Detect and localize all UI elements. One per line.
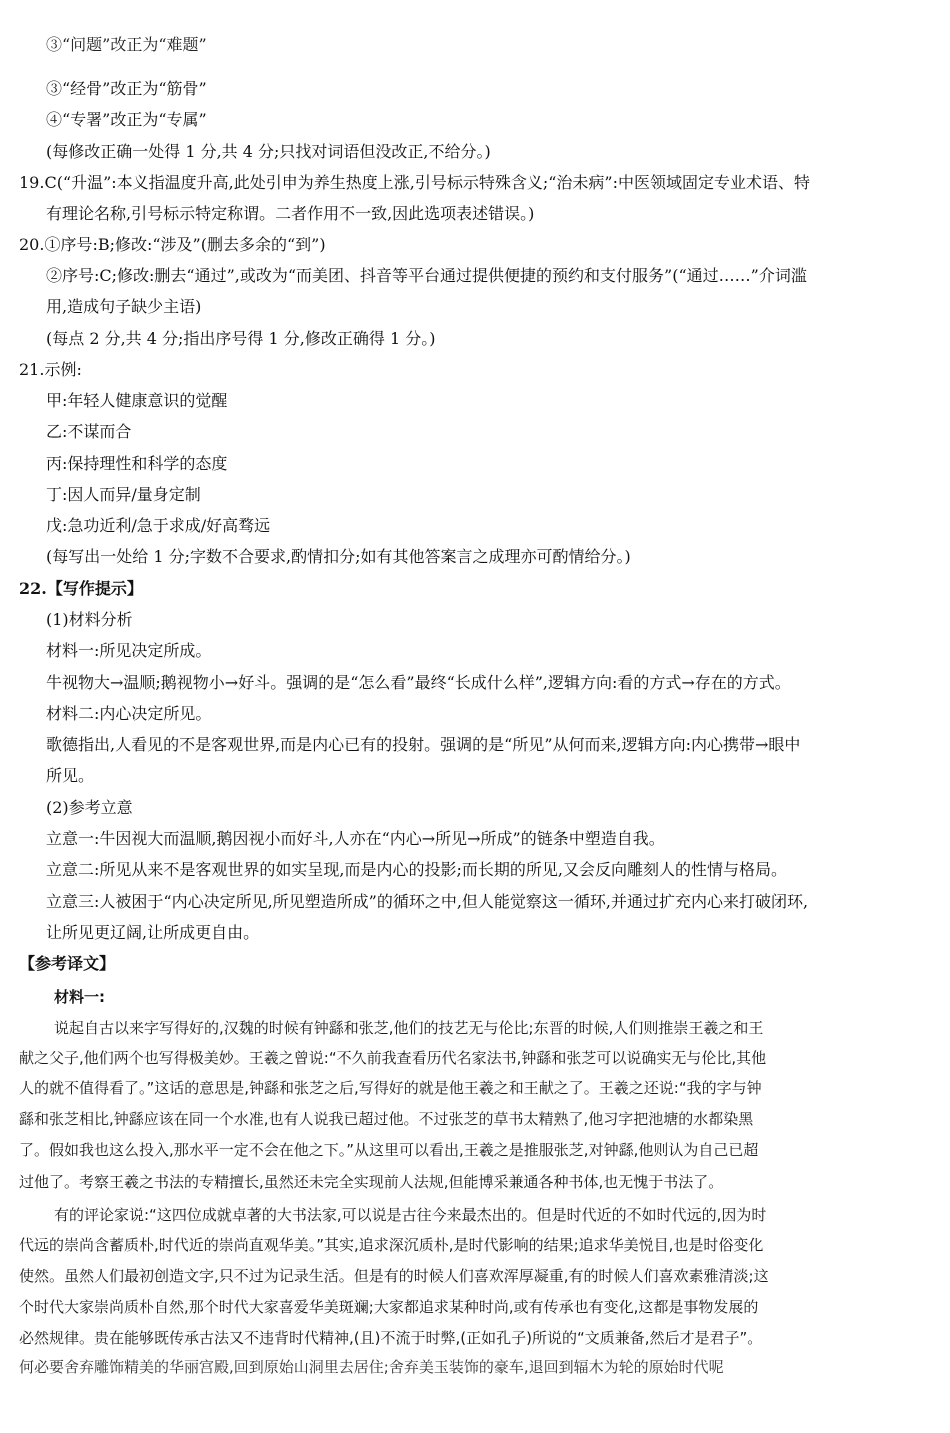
scoring-note: (每修改正确一处得 1 分,共 4 分;只找对词语但没改正,不给分。) [46,142,491,161]
answer-line: 有理论名称,引号标示特定称谓。二者作用不一致,因此选项表述错误。) [46,204,535,223]
answer-20: 20.①序号:B;修改:“涉及”(删去多余的“到”) [19,235,326,254]
answer-line: ③“经骨”改正为“筋骨” [46,79,207,98]
section-heading: (2)参考立意 [46,798,133,817]
answer-line: 用,造成句子缺少主语) [46,297,202,316]
translation-line: 个时代大家崇尚质朴自然,那个时代大家喜爱华美斑斓;大家都追求某种时尚,或有传承也有变化,这都是事物发展的 [19,1298,759,1316]
translation-line: 使然。虽然人们最初创造文字,只不过为记录生活。但是有的时候人们喜欢浑厚凝重,有的时候人们喜欢素雅清淡;这 [19,1267,769,1285]
translation-line: 繇和张芝相比,钟繇应该在同一个水准,也有人说我已超过他。不过张芝的草书太精熟了,他习字把池塘的水都染黑 [19,1110,754,1128]
answer-line: 丙:保持理性和科学的态度 [46,454,228,473]
answer-22-heading: 22.【写作提示】 [19,579,143,598]
answer-line: ④“专署”改正为“专属” [46,110,207,129]
answer-21: 21.示例: [19,360,82,379]
translation-line: 人的就不值得看了。”这话的意思是,钟繇和张芝之后,写得好的就是他王羲之和王献之了。王羲之还说:“我的字与钟 [19,1079,762,1097]
translation-line: 有的评论家说:“这四位成就卓著的大书法家,可以说是古往今来最杰出的。但是时代近的不如时代远的,因为时 [54,1206,767,1224]
answer-line: 材料二:内心决定所见。 [46,704,212,723]
answer-line: 歌德指出,人看见的不是客观世界,而是内心已有的投射。强调的是“所见”从何而来,逻辑方向:内心携带→眼中 [46,735,801,754]
answer-line: 立意二:所见从来不是客观世界的如实呈现,而是内心的投影;而长期的所见,又会反向雕刻人的性情与格局。 [46,860,787,879]
translation-line: 必然规律。贵在能够既传承古法又不违背时代精神,(且)不流于时弊,(正如孔子)所说的“文质兼备,然后才是君子”。 [19,1329,763,1347]
translation-line: 说起自古以来字写得好的,汉魏的时候有钟繇和张芝,他们的技艺无与伦比;东晋的时候,人们则推崇王羲之和王 [54,1019,764,1037]
translation-line: 了。假如我也这么投入,那水平一定不会在他之下。”从这里可以看出,王羲之是推服张芝,对钟繇,他则认为自己已超 [19,1141,759,1159]
section-heading: (1)材料分析 [46,610,133,629]
answer-line: 立意三:人被困于“内心决定所见,所见塑造所成”的循环之中,但人能觉察这一循环,并通过扩充内心来打破闭环, [46,892,809,911]
answer-line: 立意一:牛因视大而温顺,鹅因视小而好斗,人亦在“内心→所见→所成”的链条中塑造自我。 [46,829,665,848]
answer-line: 戊:急功近利/急于求成/好高骛远 [46,516,271,535]
translation-line: 代远的崇尚含蓄质朴,时代近的崇尚直观华美。”其实,追求深沉质朴,是时代影响的结果;追求华美悦目,也是时俗变化 [19,1236,764,1254]
scoring-note: (每点 2 分,共 4 分;指出序号得 1 分,修改正确得 1 分。) [46,329,436,348]
translation-line: 献之父子,他们两个也写得极美妙。王羲之曾说:“不久前我查看历代名家法书,钟繇和张芝可以说确实无与伦比,其他 [19,1049,767,1067]
answer-19: 19.C(“升温”:本义指温度升高,此处引申为养生热度上涨,引号标示特殊含义;“治未病”:中医领域固定专业术语、特 [19,173,810,192]
answer-line: 甲:年轻人健康意识的觉醒 [46,391,228,410]
answer-line: 丁:因人而异/量身定制 [46,485,201,504]
answer-line: ②序号:C;修改:删去“通过”,或改为“而美团、抖音等平台通过提供便捷的预约和支付服务”(“通过……”介词滥 [46,266,807,285]
answer-line: 乙:不谋而合 [46,422,132,441]
answer-line: 材料一:所见决定所成。 [46,641,212,660]
answer-line: 让所见更辽阔,让所成更自由。 [46,923,260,942]
clipped-bottom-line: 何必要舍弃雕饰精美的华丽宫殿,回到原始山洞里去居住;舍弃美玉装饰的豪车,退回到辐木为轮的原始时代呢 [19,1358,724,1376]
scoring-note: (每写出一处给 1 分;字数不合要求,酌情扣分;如有其他答案言之成理亦可酌情给分。) [46,547,631,566]
material-one-heading: 材料一: [54,988,105,1006]
answer-line: 所见。 [46,766,95,785]
clipped-top-line: ③“问题”改正为“难题” [46,35,207,54]
translation-line: 过他了。考察王羲之书法的专精擅长,虽然还未完全实现前人法规,但能博采兼通各种书体,也无愧于书法了。 [19,1173,724,1191]
answer-line: 牛视物大→温顺;鹅视物小→好斗。强调的是“怎么看”最终“长成什么样”,逻辑方向:看的方式→存在的方式。 [46,673,791,692]
translation-heading: 【参考译文】 [19,954,116,973]
